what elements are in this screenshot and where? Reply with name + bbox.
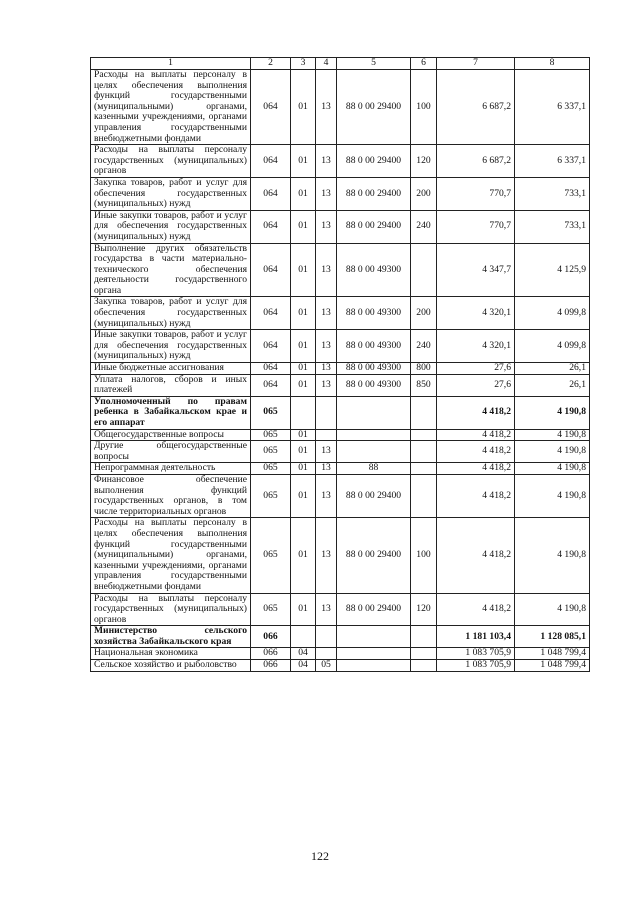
target-article: 88 0 00 29400 [337,177,411,210]
table-row [91,593,590,626]
header-cell: 1 [91,58,251,70]
section-code: 01 [291,429,316,441]
section-code [291,626,316,648]
target-article: 88 0 00 49300 [337,243,411,297]
amount-col7: 4 320,1 [437,297,515,330]
subsection-code: 13 [316,210,337,243]
table-body [91,58,590,672]
subsection-code: 13 [316,463,337,475]
amount-col7: 4 418,2 [437,518,515,593]
header-row [91,58,590,70]
amount-col7: 4 320,1 [437,330,515,363]
expense-type: 200 [411,297,437,330]
table-row [91,145,590,178]
amount-col8: 1 048 799,4 [515,648,590,660]
expense-type: 120 [411,593,437,626]
target-article: 88 0 00 29400 [337,518,411,593]
expense-type: 100 [411,518,437,593]
row-name: Национальная экономика [91,648,251,660]
amount-col8: 4 190,8 [515,593,590,626]
row-name: Иные закупки товаров, работ и услуг для обеспечения государственных (муниципальных) нужд [91,330,251,363]
amount-col7: 770,7 [437,210,515,243]
amount-col7: 1 083 705,9 [437,648,515,660]
section-code: 01 [291,518,316,593]
amount-col7: 27,6 [437,363,515,375]
subsection-code [316,429,337,441]
row-name: Общегосударственные вопросы [91,429,251,441]
subsection-code: 13 [316,297,337,330]
subsection-code [316,626,337,648]
table-row [91,463,590,475]
target-article: 88 0 00 49300 [337,297,411,330]
header-cell: 7 [437,58,515,70]
target-article: 88 0 00 29400 [337,145,411,178]
amount-col7: 4 418,2 [437,396,515,429]
table-row [91,243,590,297]
row-name: Расходы на выплаты персоналу в целях обеспечения выполнения функций государственными (муниципальными) органами, казенными учреждениями, органами управления государственными внебюджетными фондами [91,70,251,145]
table-row [91,648,590,660]
admin-code: 064 [251,177,291,210]
amount-col7: 27,6 [437,374,515,396]
amount-col8: 1 048 799,4 [515,660,590,672]
row-name: Министерство сельского хозяйства Забайкальского края [91,626,251,648]
subsection-code [316,648,337,660]
table-row [91,210,590,243]
admin-code: 064 [251,210,291,243]
row-name: Закупка товаров, работ и услуг для обеспечения государственных (муниципальных) нужд [91,297,251,330]
table-row [91,626,590,648]
subsection-code: 13 [316,330,337,363]
table-row [91,474,590,517]
expense-type: 120 [411,145,437,178]
row-name: Закупка товаров, работ и услуг для обеспечения государственных (муниципальных) нужд [91,177,251,210]
expense-type [411,396,437,429]
admin-code: 066 [251,660,291,672]
target-article: 88 0 00 29400 [337,70,411,145]
amount-col7: 4 418,2 [437,429,515,441]
expense-type: 100 [411,70,437,145]
row-name: Выполнение других обязательств государства в части материально-технического обеспечения деятельности государственного органа [91,243,251,297]
admin-code: 065 [251,463,291,475]
section-code: 01 [291,330,316,363]
admin-code: 064 [251,374,291,396]
amount-col8: 4 190,8 [515,463,590,475]
subsection-code [316,396,337,429]
table-row [91,396,590,429]
table-row [91,441,590,463]
expense-type: 200 [411,177,437,210]
amount-col7: 770,7 [437,177,515,210]
amount-col8: 733,1 [515,177,590,210]
target-article [337,660,411,672]
row-name: Другие общегосударственные вопросы [91,441,251,463]
target-article [337,648,411,660]
amount-col8: 1 128 085,1 [515,626,590,648]
admin-code: 064 [251,297,291,330]
amount-col7: 4 418,2 [437,441,515,463]
subsection-code: 13 [316,518,337,593]
target-article: 88 0 00 29400 [337,210,411,243]
row-name: Уполномоченный по правам ребенка в Забайкальском крае и его аппарат [91,396,251,429]
target-article: 88 0 00 49300 [337,374,411,396]
amount-col8: 6 337,1 [515,145,590,178]
amount-col8: 4 125,9 [515,243,590,297]
section-code: 01 [291,363,316,375]
table-row [91,297,590,330]
subsection-code: 13 [316,145,337,178]
target-article: 88 [337,463,411,475]
admin-code: 064 [251,70,291,145]
target-article [337,429,411,441]
header-cell: 8 [515,58,590,70]
amount-col8: 6 337,1 [515,70,590,145]
subsection-code: 13 [316,70,337,145]
amount-col8: 4 190,8 [515,474,590,517]
admin-code: 064 [251,145,291,178]
section-code: 01 [291,441,316,463]
amount-col7: 6 687,2 [437,145,515,178]
amount-col7: 1 181 103,4 [437,626,515,648]
target-article: 88 0 00 49300 [337,330,411,363]
subsection-code: 13 [316,243,337,297]
expense-type [411,474,437,517]
subsection-code: 13 [316,177,337,210]
expense-type: 240 [411,330,437,363]
target-article: 88 0 00 29400 [337,593,411,626]
amount-col8: 4 190,8 [515,518,590,593]
section-code: 01 [291,297,316,330]
expense-type: 240 [411,210,437,243]
amount-col8: 4 190,8 [515,396,590,429]
subsection-code: 05 [316,660,337,672]
amount-col8: 733,1 [515,210,590,243]
expense-type: 850 [411,374,437,396]
admin-code: 065 [251,593,291,626]
expense-type [411,429,437,441]
table-row [91,70,590,145]
amount-col7: 1 083 705,9 [437,660,515,672]
expense-type [411,660,437,672]
row-name: Уплата налогов, сборов и иных платежей [91,374,251,396]
target-article [337,441,411,463]
amount-col7: 4 418,2 [437,593,515,626]
section-code: 01 [291,463,316,475]
table-row [91,518,590,593]
expense-type [411,441,437,463]
expense-type [411,243,437,297]
amount-col8: 4 190,8 [515,441,590,463]
expense-type [411,463,437,475]
row-name: Финансовое обеспечение выполнения функций государственных органов, в том числе территориальных органов [91,474,251,517]
section-code: 01 [291,70,316,145]
admin-code: 064 [251,243,291,297]
section-code: 01 [291,593,316,626]
section-code: 01 [291,177,316,210]
subsection-code: 13 [316,593,337,626]
row-name: Расходы на выплаты персоналу государственных (муниципальных) органов [91,145,251,178]
amount-col8: 4 099,8 [515,330,590,363]
amount-col8: 26,1 [515,374,590,396]
section-code: 01 [291,474,316,517]
section-code: 01 [291,210,316,243]
header-cell: 3 [291,58,316,70]
amount-col7: 4 418,2 [437,474,515,517]
section-code: 04 [291,660,316,672]
row-name: Иные бюджетные ассигнования [91,363,251,375]
admin-code: 064 [251,330,291,363]
table-row [91,177,590,210]
table-row [91,374,590,396]
row-name: Непрограммная деятельность [91,463,251,475]
header-cell: 4 [316,58,337,70]
budget-table [90,57,590,672]
header-cell: 5 [337,58,411,70]
table-row [91,660,590,672]
target-article [337,626,411,648]
amount-col8: 26,1 [515,363,590,375]
expense-type [411,648,437,660]
table-row [91,330,590,363]
row-name: Сельское хозяйство и рыболовство [91,660,251,672]
row-name: Иные закупки товаров, работ и услуг для обеспечения государственных (муниципальных) нужд [91,210,251,243]
target-article: 88 0 00 49300 [337,363,411,375]
section-code: 01 [291,374,316,396]
row-name: Расходы на выплаты персоналу в целях обеспечения выполнения функций государственными (муниципальными) органами, казенными учреждениями, органами управления государственными внебюджетными фондами [91,518,251,593]
target-article [337,396,411,429]
amount-col7: 4 347,7 [437,243,515,297]
target-article: 88 0 00 29400 [337,474,411,517]
amount-col8: 4 190,8 [515,429,590,441]
subsection-code: 13 [316,441,337,463]
section-code: 01 [291,145,316,178]
subsection-code: 13 [316,374,337,396]
header-cell: 6 [411,58,437,70]
admin-code: 064 [251,363,291,375]
admin-code: 065 [251,441,291,463]
page-number: 122 [311,849,329,863]
table-row [91,429,590,441]
admin-code: 066 [251,648,291,660]
subsection-code: 13 [316,474,337,517]
expense-type: 800 [411,363,437,375]
row-name: Расходы на выплаты персоналу государственных (муниципальных) органов [91,593,251,626]
section-code: 04 [291,648,316,660]
amount-col7: 6 687,2 [437,70,515,145]
admin-code: 066 [251,626,291,648]
section-code [291,396,316,429]
admin-code: 065 [251,518,291,593]
header-cell: 2 [251,58,291,70]
subsection-code: 13 [316,363,337,375]
admin-code: 065 [251,429,291,441]
table-row [91,363,590,375]
admin-code: 065 [251,396,291,429]
section-code: 01 [291,243,316,297]
amount-col7: 4 418,2 [437,463,515,475]
expense-type [411,626,437,648]
amount-col8: 4 099,8 [515,297,590,330]
admin-code: 065 [251,474,291,517]
